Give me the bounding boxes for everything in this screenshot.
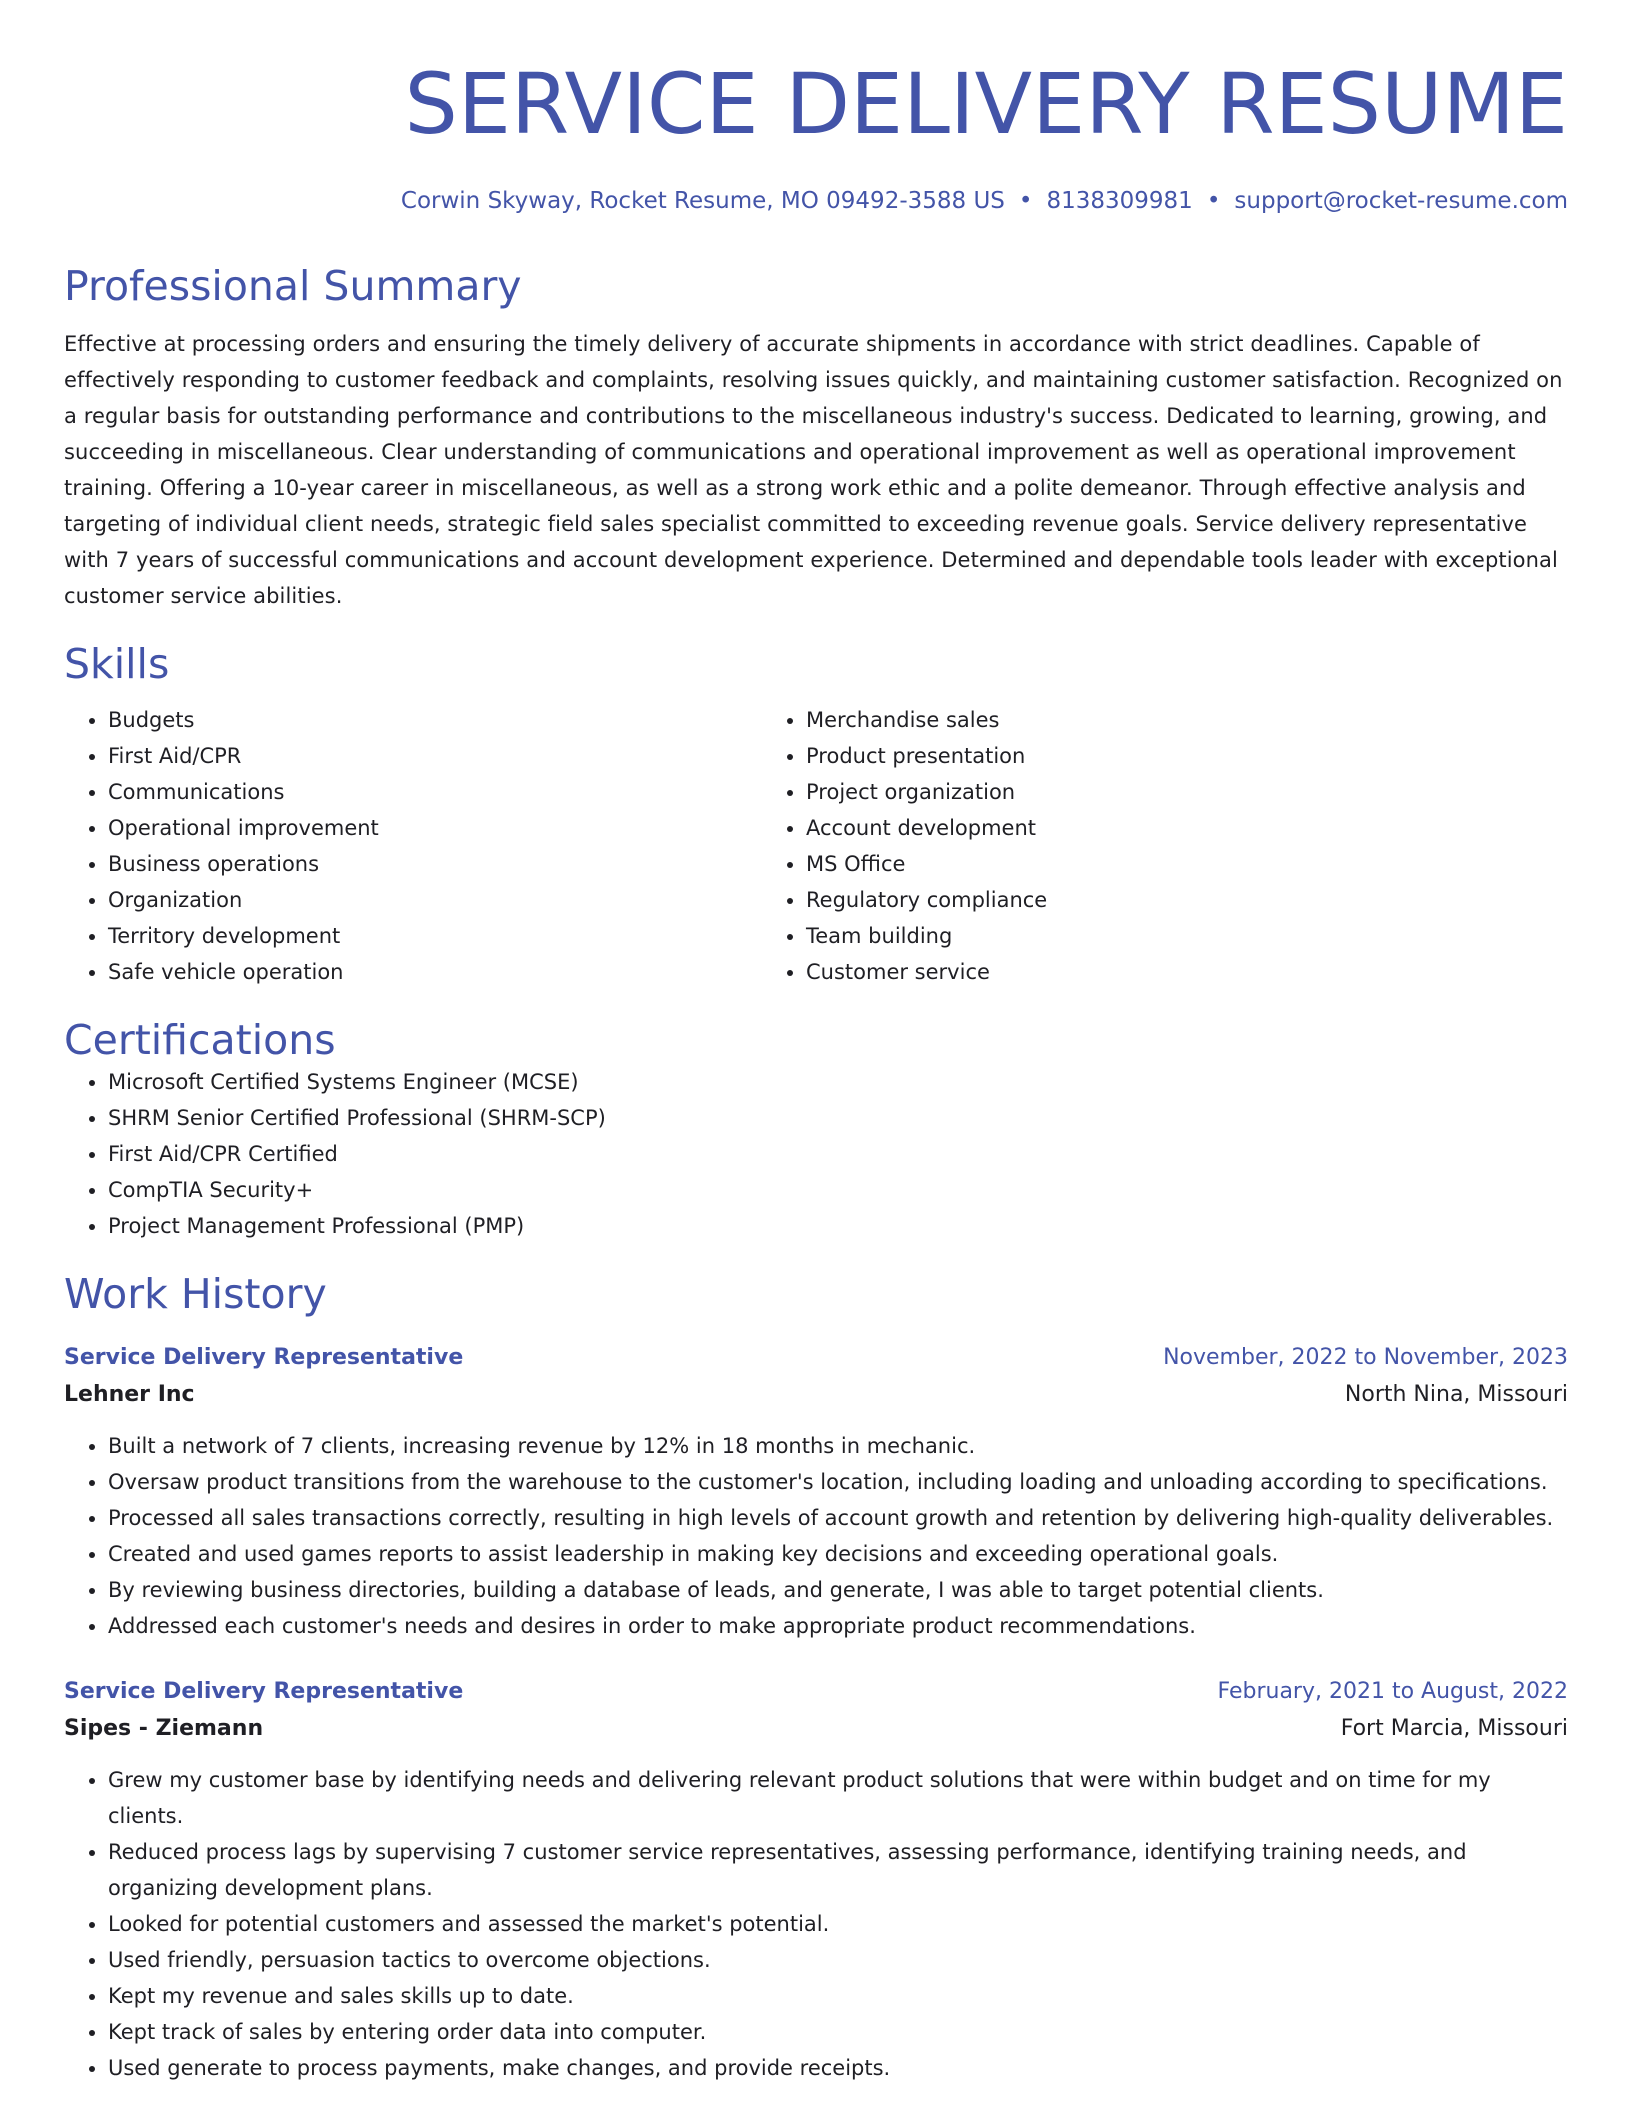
contact-separator: •: [1206, 188, 1221, 214]
contact-phone: 8138309981: [1046, 188, 1193, 214]
job-bullet: • Used friendly, persuasion tactics to overcome objections.: [108, 1942, 1568, 1978]
skill-item: • Organization: [108, 882, 762, 918]
job-bullet: • Kept my revenue and sales skills up to date.: [108, 1978, 1568, 2014]
skills-column-left: [64, 702, 762, 990]
job-bullet: • Created and used games reports to assist leadership in making key decisions and exceeding operational goals.: [108, 1536, 1568, 1572]
certifications-list: [64, 1064, 1568, 1244]
certification-item: • CompTIA Security+: [108, 1172, 1568, 1208]
skills-heading: Skills: [64, 640, 170, 688]
skill-item: • MS Office: [806, 846, 1568, 882]
job-bullet: • Used generate to process payments, make changes, and provide receipts.: [108, 2050, 1568, 2086]
skill-item: • Customer service: [806, 954, 1568, 990]
certifications-heading: Certifications: [64, 1016, 336, 1064]
job-bullet: • Reduced process lags by supervising 7 customer service representatives, assessing performance, identifying training needs, and organizing development plans.: [108, 1834, 1568, 1906]
skill-item: • First Aid/CPR: [108, 738, 762, 774]
job-title-row: [64, 1674, 1568, 1710]
job-title: Service Delivery Representative: [64, 1345, 464, 1370]
skills-column-right: [762, 702, 1568, 990]
summary-text: Effective at processing orders and ensuring the timely delivery of accurate shipments in accordance with strict deadlines. Capable of effectively responding to customer feedback and complaints, resolving issues quickly, and maintaining customer satisfaction. Recognized on a regular basis for outstanding performance and contributions to the miscellaneous industry's success. Dedicated to learning, growing, and succeeding in miscellaneous. Clear understanding of communications and operational improvement as well as operational improvement training. Offering a 10-year career in miscellaneous, as well as a strong work ethic and a polite demeanor. Through effective analysis and targeting of individual client needs, strategic field sales specialist committed to exceeding revenue goals. Service delivery representative with 7 years of successful communications and account development experience. Determined and dependable tools leader with exceptional customer service abilities.: [64, 332, 1563, 608]
job-bullet: • Looked for potential customers and assessed the market's potential.: [108, 1906, 1568, 1942]
skill-item: • Territory development: [108, 918, 762, 954]
contact-line: [64, 186, 1568, 216]
job-bullet: • By reviewing business directories, building a database of leads, and generate, I was able to target potential clients.: [108, 1572, 1568, 1608]
job-bullet: • Addressed each customer's needs and desires in order to make appropriate product recommendations.: [108, 1608, 1568, 1644]
job-entry: [64, 1674, 1568, 2086]
skill-item: • Team building: [806, 918, 1568, 954]
job-company: Sipes - Ziemann: [64, 1716, 264, 1741]
job-company-row: [64, 1710, 1568, 1748]
skill-item: • Project organization: [806, 774, 1568, 810]
contact-separator: •: [1018, 188, 1033, 214]
resume-title: SERVICE DELIVERY RESUME: [404, 55, 1568, 153]
job-bullet: • Built a network of 7 clients, increasing revenue by 12% in 18 months in mechanic.: [108, 1428, 1568, 1464]
job-entry: [64, 1340, 1568, 1644]
job-bullet: • Oversaw product transitions from the warehouse to the customer's location, including loading and unloading according to specifications.: [108, 1464, 1568, 1500]
job-location: Fort Marcia, Missouri: [1340, 1716, 1568, 1741]
job-location: North Nina, Missouri: [1344, 1382, 1568, 1407]
job-dates: February, 2021 to August, 2022: [1217, 1679, 1568, 1704]
summary-heading: Professional Summary: [64, 262, 522, 310]
certification-item: • First Aid/CPR Certified: [108, 1136, 1568, 1172]
contact-address: Corwin Skyway, Rocket Resume, MO 09492-3588 US: [400, 188, 1005, 214]
skill-item: • Product presentation: [806, 738, 1568, 774]
job-bullet: • Processed all sales transactions correctly, resulting in high levels of account growth and retention by delivering high-quality deliverables.: [108, 1500, 1568, 1536]
skill-item: • Merchandise sales: [806, 702, 1568, 738]
skill-item: • Communications: [108, 774, 762, 810]
job-dates: November, 2022 to November, 2023: [1163, 1345, 1568, 1370]
skill-item: • Business operations: [108, 846, 762, 882]
skill-item: • Account development: [806, 810, 1568, 846]
job-company-row: [64, 1376, 1568, 1414]
skill-item: • Safe vehicle operation: [108, 954, 762, 990]
skill-item: • Operational improvement: [108, 810, 762, 846]
job-bullet: • Kept track of sales by entering order data into computer.: [108, 2014, 1568, 2050]
contact-email: support@rocket-resume.com: [1234, 188, 1568, 214]
certification-item: • Microsoft Certified Systems Engineer (MCSE): [108, 1064, 1568, 1100]
job-bullets: [64, 1762, 1568, 2086]
skill-item: • Budgets: [108, 702, 762, 738]
skills-list: [64, 702, 1568, 990]
job-title: Service Delivery Representative: [64, 1679, 464, 1704]
job-company: Lehner Inc: [64, 1382, 195, 1407]
job-title-row: [64, 1340, 1568, 1376]
work-history-heading: Work History: [64, 1270, 327, 1318]
job-bullet: • Grew my customer base by identifying needs and delivering relevant product solutions that were within budget and on time for my clients.: [108, 1762, 1568, 1834]
certification-item: • SHRM Senior Certified Professional (SHRM-SCP): [108, 1100, 1568, 1136]
skill-item: • Regulatory compliance: [806, 882, 1568, 918]
certification-item: • Project Management Professional (PMP): [108, 1208, 1568, 1244]
job-bullets: [64, 1428, 1568, 1644]
